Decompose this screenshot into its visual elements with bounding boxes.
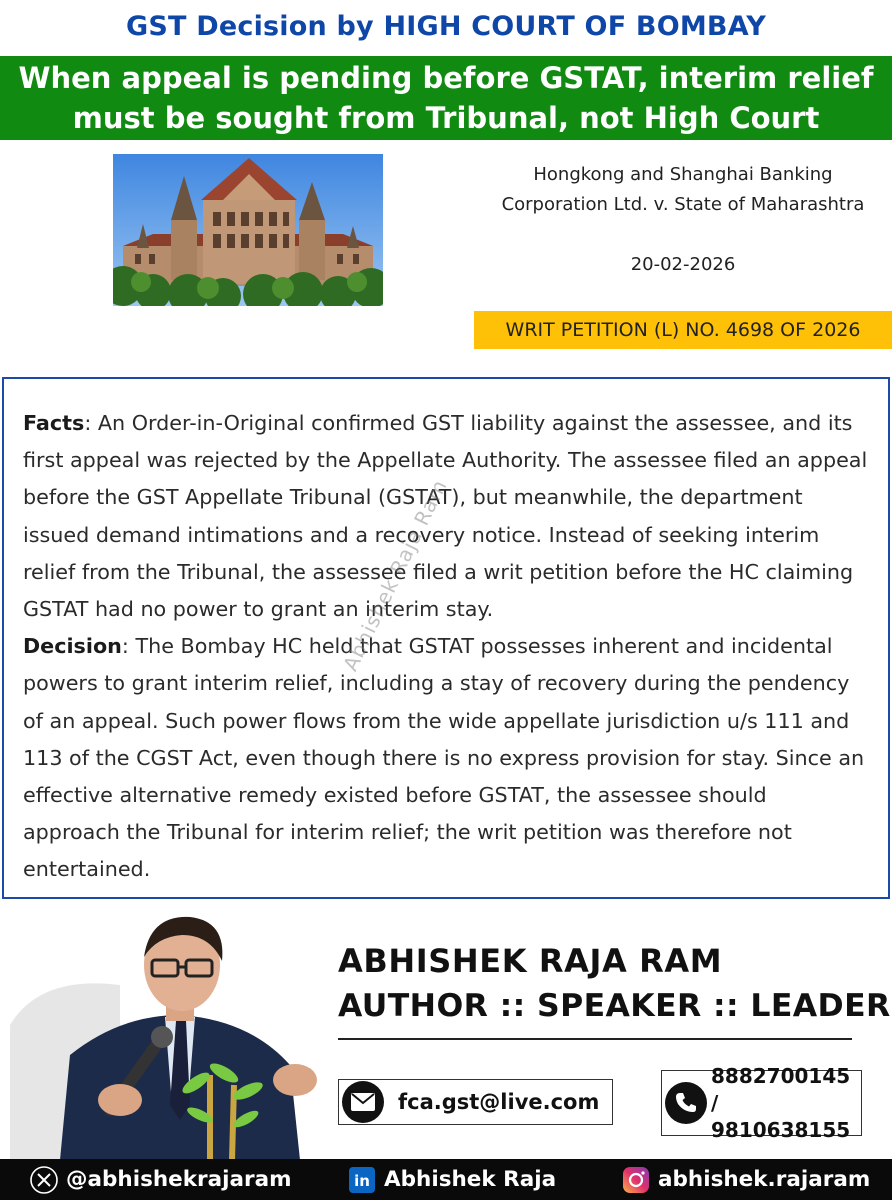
phone-number-1[interactable]: 8882700145 /: [711, 1063, 851, 1115]
case-summary-box: [2, 377, 890, 899]
twitter-link[interactable]: [30, 1159, 292, 1200]
divider: [338, 1038, 852, 1040]
svg-text:in: in: [354, 1171, 370, 1190]
email-contact[interactable]: [338, 1079, 613, 1125]
linkedin-handle[interactable]: Abhishek Raja: [384, 1167, 557, 1192]
phone-contact[interactable]: [661, 1063, 862, 1142]
writ-petition-number: WRIT PETITION (L) NO. 4698 OF 2026: [474, 311, 892, 349]
linkedin-link[interactable]: [348, 1159, 556, 1200]
page-title: GST Decision by HIGH COURT OF BOMBAY: [126, 10, 766, 42]
email-address[interactable]: fca.gst@live.com: [398, 1090, 600, 1114]
case-title: Hongkong and Shanghai Banking Corporation Ltd. v. State of Maharashtra: [501, 164, 865, 215]
headline-banner: When appeal is pending before GSTAT, interim relief must be sought from Tribunal, not High Court: [0, 56, 892, 140]
phone-number-2[interactable]: 9810638155: [711, 1117, 851, 1142]
author-tagline: AUTHOR :: SPEAKER :: LEADER: [338, 988, 891, 1024]
high-court-image: [113, 154, 383, 306]
facts-paragraph: [23, 405, 870, 628]
facts-text: : An Order-in-Original confirmed GST liability against the assessee, and its first appeal was rejected by the Appellate Authority. The assessee filed an appeal before the GST Appellate Tribunal (GSTAT), but meanwhile, the department issued demand intimations and a recovery notice. Instead of seeking interim relief from the Tribunal, the assessee filed a writ petition before the HC claiming GSTAT had no power to grant an interim stay.: [23, 411, 868, 622]
decision-paragraph: [23, 628, 870, 888]
watermark: Abhishek Raja Ram: [338, 475, 452, 675]
twitter-handle[interactable]: @abhishekrajaram: [66, 1167, 292, 1192]
author-photo: [0, 905, 330, 1160]
instagram-handle[interactable]: abhishek.rajaram: [658, 1167, 871, 1192]
judgment-date: 20-02-2026: [630, 254, 736, 275]
author-name: ABHISHEK RAJA RAM: [338, 942, 723, 980]
phone-icon: [665, 1082, 707, 1124]
social-footer: [0, 1159, 892, 1200]
instagram-icon: [622, 1166, 650, 1194]
decision-label: Decision: [23, 634, 122, 659]
linkedin-icon: [348, 1166, 376, 1194]
instagram-link[interactable]: [622, 1159, 870, 1200]
x-icon: [30, 1166, 58, 1194]
facts-label: Facts: [23, 411, 85, 435]
decision-text: : The Bombay HC held that GSTAT possesses inherent and incidental powers to grant interim relief, including a stay of recovery during the pendency of an appeal. Such power flows from the wide appellate jurisdiction u/s 111 and 113 of the CGST Act, even though there is no express provision for stay. Since an effective alternative remedy existed before GSTAT, the assessee should approach the Tribunal for interim relief; the writ petition was therefore not entertained.: [23, 634, 865, 882]
envelope-icon: [342, 1081, 384, 1123]
